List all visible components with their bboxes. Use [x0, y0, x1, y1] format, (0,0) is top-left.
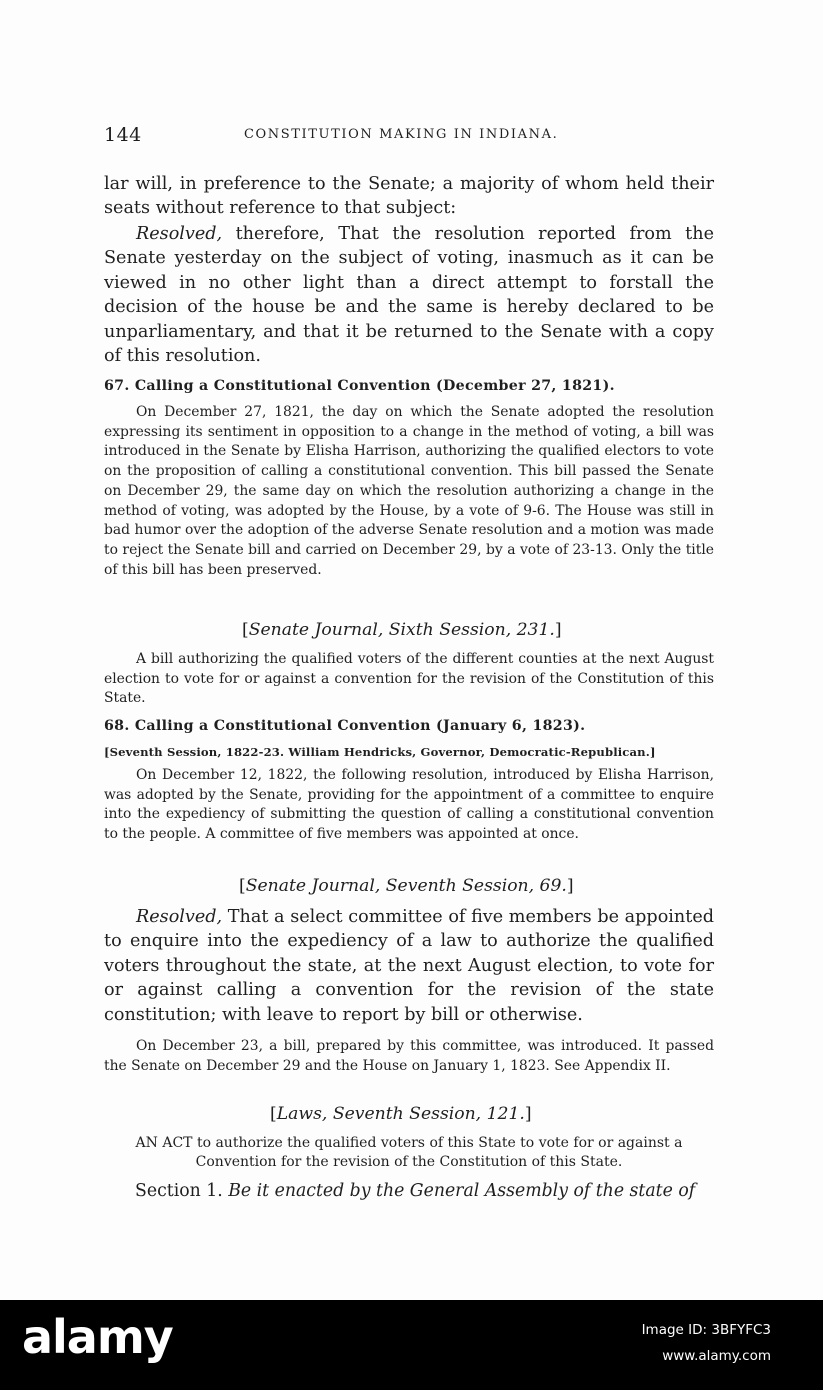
session-note-block — [104, 745, 714, 759]
opening-continuation-block — [104, 172, 714, 221]
act-title: AN ACT to authorize the qualified voters of this State to vote for or against a Convention for the revision of the Constitution of this State. — [135, 1135, 683, 1171]
citation-text: Senate Journal, Seventh Session, 69. — [245, 876, 567, 896]
bill-title-block — [104, 650, 714, 709]
alamy-url: www.alamy.com — [662, 1348, 771, 1364]
section-68-title: 68. Calling a Constitutional Convention (January 6, 1823). — [104, 718, 586, 734]
citation-senate-journal-seventh: [Senate Journal, Seventh Session, 69.] — [239, 876, 574, 896]
bill-note: On December 23, a bill, prepared by this committee, was introduced. It passed the Senate on December 29 and the House on January 1, 1823. See Appendix II. — [104, 1038, 714, 1074]
resolution-68-text: That a select committee of five members be appointed to enquire into the expediency of a law to authorize the qualified voters throughout the state, at the next August election, to vote for or against calling a convention for the revision of the state constitution; with leave to report by bill or otherwise. — [104, 907, 714, 1025]
image-id-label: Image ID: 3BFYFC3 — [641, 1322, 771, 1338]
resolved-label: Resolved, — [136, 224, 223, 244]
citation-text: Senate Journal, Sixth Session, 231. — [248, 620, 555, 640]
page-number: 144 — [104, 124, 142, 146]
section-one-line — [135, 1181, 695, 1201]
section-67-heading — [104, 378, 714, 394]
citation-laws-seventh: [Laws, Seventh Session, 121.] — [270, 1104, 532, 1124]
section-68-body: On December 12, 1822, the following resolution, introduced by Elisha Harrison, was adopted by the Senate, providing for the appointment of a committee to enquire into the expediency of submitting the question of calling a constitutional convention to the people. A committee of five members was appointed at once. — [104, 767, 714, 843]
resolution-paragraph — [104, 222, 714, 368]
section-67-body-block — [104, 403, 714, 580]
resolution-text: therefore, That the resolution reported from the Senate yesterday on the subject of voting, inasmuch as it can be viewed in no other light than a direct attempt to forstall the decision of the house be and the same is hereby declared to be unparliamentary, and that it be returned to the Senate with a copy of this resolution. — [104, 224, 714, 367]
section-68-body-block — [104, 766, 714, 845]
section-68-heading — [104, 718, 714, 734]
section-label: Section 1. — [135, 1181, 223, 1201]
resolved-label: Resolved, — [136, 907, 223, 927]
act-title-block — [104, 1134, 714, 1173]
resolution-68-paragraph — [104, 905, 714, 1027]
resolution-68-block — [104, 905, 714, 1027]
running-head: CONSTITUTION MAKING IN INDIANA. — [244, 127, 559, 142]
session-note: [Seventh Session, 1822-23. William Hendricks, Governor, Democratic-Republican.] — [104, 745, 656, 759]
enacting-clause: Be it enacted by the General Assembly of the state of — [228, 1181, 696, 1201]
citation-text: Laws, Seventh Session, 121. — [276, 1104, 525, 1124]
page-header — [104, 124, 714, 148]
bill-note-block — [104, 1037, 714, 1076]
opening-resolution-block — [104, 222, 714, 368]
alamy-logo: alamy — [22, 1310, 173, 1364]
citation-senate-journal-sixth: [Senate Journal, Sixth Session, 231.] — [242, 620, 562, 640]
section-67-body: On December 27, 1821, the day on which the Senate adopted the resolution expressing its sentiment in opposition to a change in the method of voting, a bill was introduced in the Senate by Elisha Harrison, authorizing the qualified electors to vote on the proposition of calling a constitutional convention. This bill passed the Senate on December 29, the same day on which the resolution authorizing a change in the method of voting, was adopted by the House, by a vote of 9-6. The House was still in bad humor over the adoption of the adverse Senate resolution and a motion was made to reject the Senate bill and carried on December 29, by a vote of 23-13. Only the title of this bill has been preserved. — [104, 404, 714, 578]
section-67-title: 67. Calling a Constitutional Convention (December 27, 1821). — [104, 378, 615, 394]
continuation-paragraph: lar will, in preference to the Senate; a majority of whom held their seats without reference to that subject: — [104, 174, 714, 219]
bill-title: A bill authorizing the qualified voters of the different counties at the next August election to vote for or against a convention for the revision of the Constitution of this State. — [104, 651, 714, 707]
